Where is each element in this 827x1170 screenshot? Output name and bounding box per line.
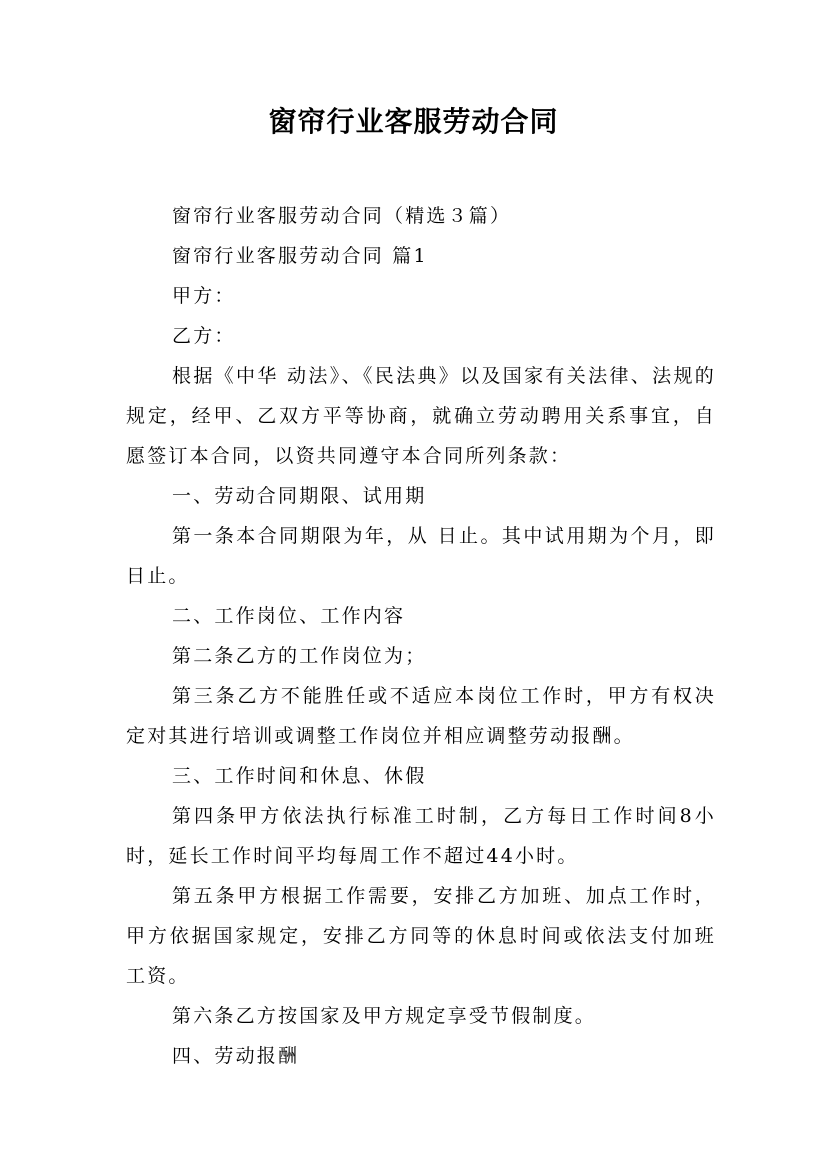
paragraph-preamble: 根据《中华 动法》、《民法典》以及国家有关法律、法规的规定，经甲、乙双方平等协商，就确立劳动聘用关系事宜，自愿签订本合同，以资共同遵守本合同所列条款： (126, 365, 716, 467)
paragraph-party-b: 乙方： (172, 325, 236, 347)
document-title: 窗帘行业客服劳动合同 (268, 105, 559, 138)
paragraph-heading-position: 二、工作岗位、工作内容 (172, 605, 406, 627)
paragraph-article-6: 第六条乙方按国家及甲方规定享受节假制度。 (172, 1005, 597, 1027)
paragraph-subtitle: 窗帘行业客服劳动合同（精选３篇） (172, 205, 512, 227)
paragraph-heading-hours: 三、工作时间和休息、休假 (172, 765, 427, 787)
paragraph-article-2: 第二条乙方的工作岗位为； (172, 645, 427, 667)
document-body (126, 196, 716, 1076)
paragraph-article-3: 第三条乙方不能胜任或不适应本岗位工作时，甲方有权决定对其进行培训或调整工作岗位并相应调整劳动报酬。 (126, 685, 716, 747)
paragraph-heading-pay: 四、劳动报酬 (172, 1045, 300, 1067)
paragraph-heading-term: 一、劳动合同期限、试用期 (172, 485, 427, 507)
paragraph-party-a: 甲方： (172, 285, 236, 307)
paragraph-article-4: 第四条甲方依法执行标准工时制，乙方每日工作时间8小时，延长工作时间平均每周工作不超过44小时。 (126, 805, 716, 867)
paragraph-article-5: 第五条甲方根据工作需要，安排乙方加班、加点工作时，甲方依据国家规定，安排乙方同等的休息时间或依法支付加班工资。 (126, 885, 716, 987)
paragraph-article-1: 第一条本合同期限为年，从 日止。其中试用期为个月，即 日止。 (126, 525, 716, 587)
paragraph-section-heading: 窗帘行业客服劳动合同 篇1 (172, 245, 428, 267)
